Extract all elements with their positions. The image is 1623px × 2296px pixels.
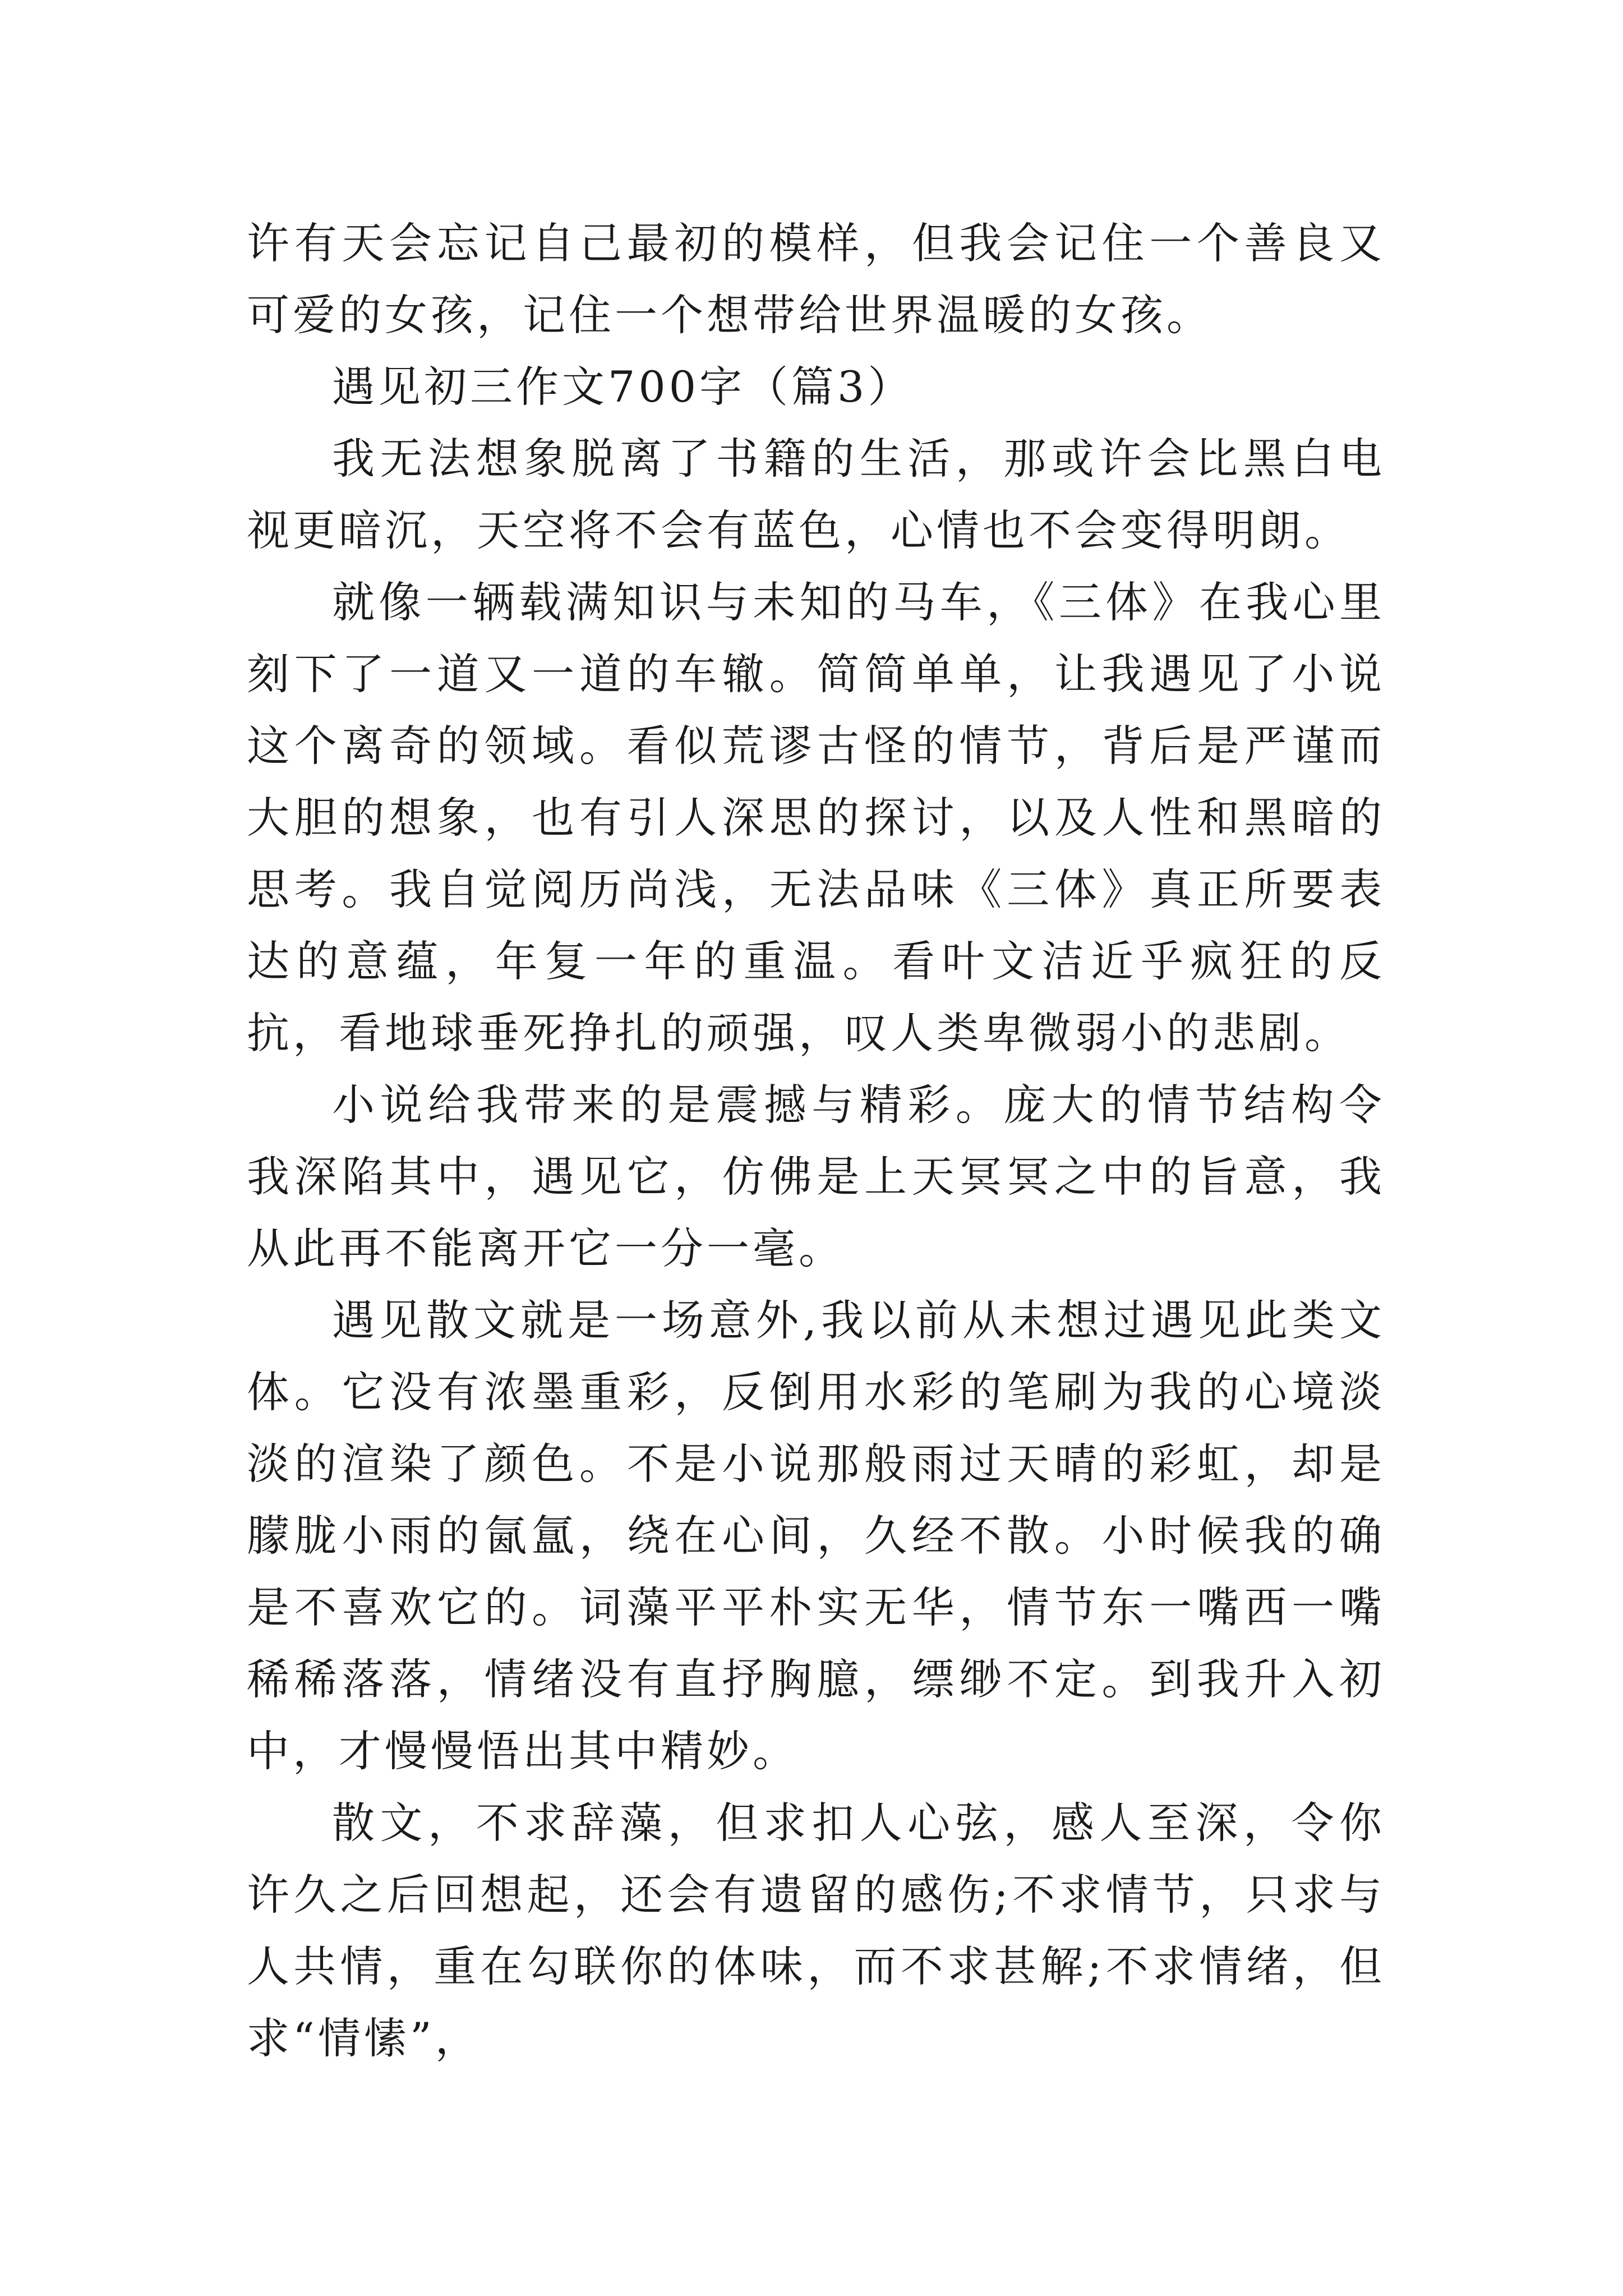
document-body [247, 208, 1385, 2074]
paragraph: 遇见散文就是一场意外,我以前从未想过遇见此类文体。它没有浓墨重彩，反倒用水彩的笔刷为我的心境淡淡的渲染了颜色。不是小说那般雨过天晴的彩虹，却是朦胧小雨的氤氲，绕在心间，久经不散。小时候我的确是不喜欢它的。词藻平平朴实无华，情节东一嘴西一嘴稀稀落落，情绪没有直抒胸臆，缥缈不定。到我升入初中，才慢慢悟出其中精妙。 [247, 1295, 1385, 1776]
paragraph-continuation: 许有天会忘记自己最初的模样，但我会记住一个善良又可爱的女孩，记住一个想带给世界温暖的女孩。 [247, 218, 1385, 340]
paragraph: 我无法想象脱离了书籍的生活，那或许会比黑白电视更暗沉，天空将不会有蓝色，心情也不会变得明朗。 [247, 434, 1385, 555]
paragraph: 就像一辆载满知识与未知的马车，《三体》在我心里刻下了一道又一道的车辙。简简单单，让我遇见了小说这个离奇的领域。看似荒谬古怪的情节，背后是严谨而大胆的想象，也有引人深思的探讨，以及人性和黑暗的思考。我自觉阅历尚浅，无法品味《三体》真正所要表达的意蕴，年复一年的重温。看叶文洁近乎疯狂的反抗，看地球垂死挣扎的顽强，叹人类卑微弱小的悲剧。 [247, 577, 1385, 1058]
section-heading: 遇见初三作文700字（篇3） [332, 362, 914, 412]
paragraph: 小说给我带来的是震撼与精彩。庞大的情节结构令我深陷其中，遇见它，仿佛是上天冥冥之中的旨意，我从此再不能离开它一分一毫。 [247, 1080, 1385, 1273]
paragraph: 散文，不求辞藻，但求扣人心弦，感人至深，令你许久之后回想起，还会有遗留的感伤;不求情节，只求与人共情，重在勾联你的体味，而不求甚解;不求情绪，但求“情愫”， [247, 1798, 1385, 2063]
